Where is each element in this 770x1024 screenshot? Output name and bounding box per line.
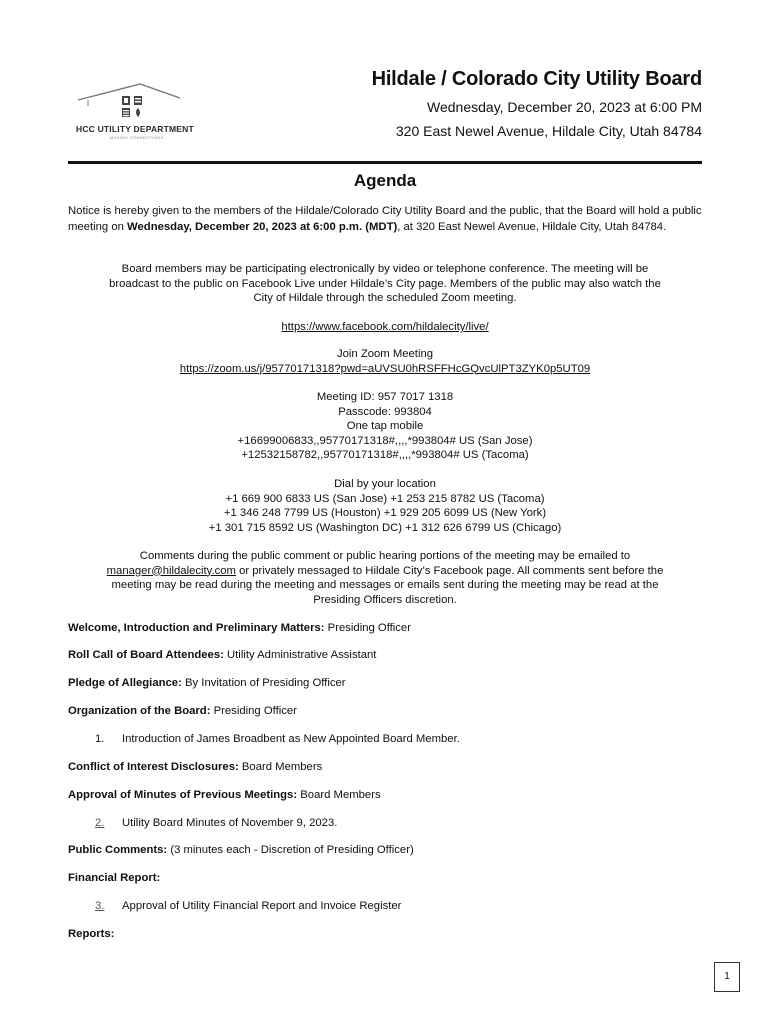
agenda-item-label: Public Comments:	[68, 844, 168, 856]
header-divider	[68, 161, 702, 164]
subitem-text: Introduction of James Broadbent as New Appointed Board Member.	[122, 733, 460, 745]
agenda-item-label: Roll Call of Board Attendees:	[68, 649, 224, 661]
agenda-item-label: Approval of Minutes of Previous Meetings:	[68, 789, 298, 801]
agenda-item-presenter: Board Members	[297, 789, 381, 801]
electronic-line-1: Board members may be participating electronically by video or telephone conference. The meeting will be	[121, 263, 649, 275]
zoom-meeting-id: Meeting ID: 957 7017 1318	[316, 391, 454, 403]
board-title: Hildale / Colorado City Utility Board	[371, 68, 702, 90]
zoom-meeting-link[interactable]: https://zoom.us/j/95770171318?pwd=aUVSU0hRSFFHcGQvcUlPT3ZYK0p5UT09	[179, 362, 591, 375]
agenda-item-label: Conflict of Interest Disclosures:	[68, 761, 239, 773]
agenda-item-label: Financial Report:	[68, 872, 161, 884]
agenda-item-financial	[68, 872, 160, 884]
agenda-item-label: Pledge of Allegiance:	[68, 677, 182, 689]
agenda-item-pledge	[68, 677, 346, 689]
zoom-one-tap-label: One tap mobile	[346, 420, 424, 432]
dial-line-3: +1 301 715 8592 US (Washington DC) +1 312 626 6799 US (Chicago)	[208, 521, 562, 534]
electronic-participation	[68, 262, 702, 306]
subitem-text: Utility Board Minutes of November 9, 2023.	[122, 817, 338, 829]
zoom-tap-tacoma: +12532158782,,95770171318#,,,,*993804# US (Tacoma)	[241, 449, 529, 461]
agenda-item-presenter: Board Members	[238, 761, 323, 773]
agenda-item-roll-call	[68, 649, 376, 661]
agenda-item-presenter: Presiding Officer	[324, 622, 411, 634]
agenda-item-public-comments	[68, 844, 414, 856]
dial-line-1: +1 669 900 6833 US (San Jose) +1 253 215 8782 US (Tacoma)	[225, 492, 545, 505]
zoom-details	[68, 390, 702, 463]
agenda-item-label: Organization of the Board:	[68, 705, 211, 717]
agenda-item-presenter: Utility Administrative Assistant	[223, 649, 377, 661]
electronic-line-2: broadcast to the public on Facebook Live under Hildale’s City page. Members of the public may also watch the	[109, 277, 661, 290]
notice-paragraph	[68, 204, 704, 235]
zoom-join-block	[68, 347, 702, 376]
meeting-date: Wednesday, December 20, 2023 at 6:00 PM	[427, 99, 702, 115]
comments-line-4: Presiding Officers discretion.	[313, 593, 457, 606]
comments-line-2: or privately messaged to Hildale City’s Facebook page. All comments sent before the	[235, 564, 664, 577]
notice-text-end: , at 320 East Newel Avenue, Hildale City, Utah 84784.	[397, 220, 667, 233]
agenda-item-minutes	[68, 789, 381, 801]
agenda-item-welcome	[68, 622, 411, 634]
zoom-dial-in	[68, 477, 702, 535]
agenda-item-presenter: (3 minutes each - Discretion of Presiding Officer)	[167, 844, 414, 856]
meeting-address: 320 East Newel Avenue, Hildale City, Utah 84784	[395, 123, 702, 139]
subitem-number-link[interactable]: 2.	[95, 817, 105, 829]
zoom-join-label: Join Zoom Meeting	[336, 348, 434, 360]
dial-label: Dial by your location	[334, 478, 436, 490]
facebook-live-link[interactable]: https://www.facebook.com/hildalecity/live/	[281, 321, 489, 333]
manager-email-link[interactable]: manager@hildalecity.com	[106, 564, 236, 577]
agenda-heading: Agenda	[353, 171, 417, 190]
agenda-item-presenter: By Invitation of Presiding Officer	[181, 677, 346, 689]
zoom-passcode: Passcode: 993804	[338, 405, 432, 418]
comments-paragraph	[68, 549, 702, 607]
dial-line-2: +1 346 248 7799 US (Houston) +1 929 205 6099 US (New York)	[223, 507, 547, 519]
electronic-line-3: City of Hildale through the scheduled Zoom meeting.	[253, 292, 517, 304]
subitem-number: 1.	[95, 733, 105, 745]
logo-title: HCC UTILITY DEPARTMENT	[76, 124, 194, 134]
agenda-item-conflict	[68, 761, 322, 773]
notice-meeting-datetime: Wednesday, December 20, 2023 at 6:00 p.m. (MDT)	[127, 220, 398, 233]
agenda-item-organization	[68, 705, 297, 717]
logo-tagline: MAKING CONNECTIONS	[110, 135, 164, 140]
notice-text-start: Notice is hereby given to the members of the Hildale/Colorado City Utility Board and the public, that the Board will hold a public meeting on	[68, 205, 702, 233]
agenda-item-label: Welcome, Introduction and Preliminary Matters:	[68, 622, 325, 634]
facebook-link-block	[68, 320, 702, 335]
comments-line-3: meeting may be read during the meeting and messages or emails sent during the meeting may be read at the	[111, 579, 659, 591]
zoom-tap-san-jose: +16699006833,,95770171318#,,,,*993804# US (San Jose)	[237, 434, 533, 447]
agenda-item-reports	[68, 928, 114, 940]
comments-line-1: Comments during the public comment or public hearing portions of the meeting may be emailed to	[139, 550, 631, 562]
page-number: 1	[714, 962, 740, 992]
subitem-text: Approval of Utility Financial Report and Invoice Register	[122, 900, 402, 912]
agenda-item-presenter: Presiding Officer	[210, 705, 297, 717]
agenda-item-label: Reports:	[68, 928, 115, 940]
subitem-number-link[interactable]: 3.	[95, 900, 105, 912]
